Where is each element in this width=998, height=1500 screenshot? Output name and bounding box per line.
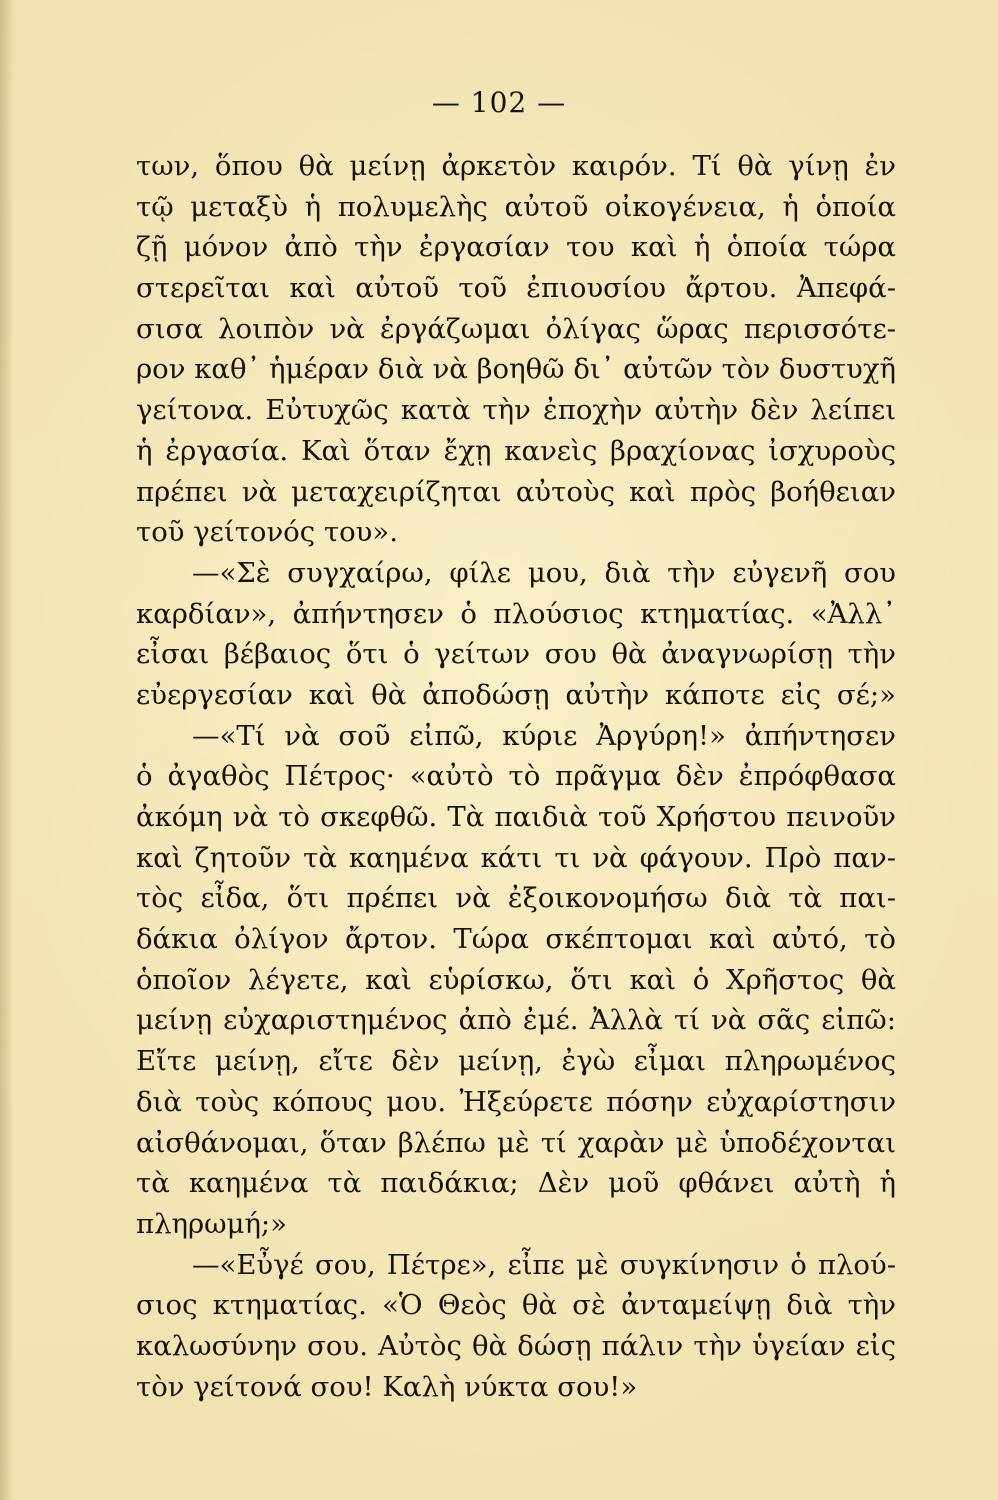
text-line: καρδίαν», ἀπήντησεν ὁ πλούσιος κτηματίας. «Ἀλλ᾿ <box>136 597 896 630</box>
text-line: γείτονα. Εὐτυχῶς κατὰ τὴν ἐποχὴν αὐτὴν δὲν λείπει <box>136 394 896 427</box>
text-line: σισα λοιπὸν νὰ ἐργάζωμαι ὀλίγας ὥρας περισσότε- <box>136 312 896 345</box>
text-line: εὐεργεσίαν καὶ θὰ ἀποδώσῃ αὐτὴν κάποτε εἰς σέ;» <box>136 678 896 711</box>
page-number: — 102 — <box>431 86 567 119</box>
text-line: Εἴτε μείνῃ, εἴτε δὲν μείνῃ, ἐγὼ εἶμαι πληρωμένος <box>136 1045 896 1078</box>
text-line: τῷ μεταξὺ ἡ πολυμελὴς αὐτοῦ οἰκογένεια, ἡ ὁποία <box>136 190 896 223</box>
text-line: καὶ ζητοῦν τὰ καημένα κάτι τι νὰ φάγουν. Πρὸ παν- <box>136 841 896 874</box>
text-line: σιος κτηματίας. «Ὁ Θεὸς θὰ σὲ ἀνταμείψῃ διὰ τὴν <box>136 1289 896 1322</box>
text-line: πρέπει νὰ μεταχειρίζηται αὐτοὺς καὶ πρὸς βοήθειαν <box>136 475 896 508</box>
text-line: ἡ ἐργασία. Καὶ ὅταν ἔχῃ κανεὶς βραχίονας ἰσχυροὺς <box>136 434 896 467</box>
text-line: ἀκόμη νὰ τὸ σκεφθῶ. Τὰ παιδιὰ τοῦ Χρήστου πεινοῦν <box>136 801 896 833</box>
text-line: καλωσύνην σου. Αὐτὸς θὰ δώσῃ πάλιν τὴν ὑγείαν εἰς <box>136 1329 896 1362</box>
text-line: —«Εὖγέ σου, Πέτρε», εἶπε μὲ συγκίνησιν ὁ πλού- <box>192 1248 896 1281</box>
text-line: ὁ ἀγαθὸς Πέτρος· «αὐτὸ τὸ πρᾶγμα δὲν ἐπρόφθασα <box>136 760 896 793</box>
text-line: δάκια ὀλίγον ἄρτον. Τώρα σκέπτομαι καὶ αὐτό, τὸ <box>136 923 896 956</box>
text-line: —«Τί νὰ σοῦ εἰπῶ, κύριε Ἀργύρη!» ἀπήντησεν <box>192 719 896 752</box>
text-line: των, ὅπου θὰ μείνῃ ἀρκετὸν καιρόν. Τί θὰ γίνῃ ἐν <box>136 150 896 182</box>
text-line: αἰσθάνομαι, ὅταν βλέπω μὲ τί χαρὰν μὲ ὑποδέχονται <box>136 1126 896 1159</box>
text-line: εἶσαι βέβαιος ὅτι ὁ γείτων σου θὰ ἀναγνωρίσῃ τὴν <box>136 638 896 671</box>
text-line: τὰ καημένα τὰ παιδάκια; Δὲν μοῦ φθάνει αὐτὴ ἡ <box>136 1167 896 1200</box>
text-line: —«Σὲ συγχαίρω, φίλε μου, διὰ τὴν εὐγενῆ σου <box>192 556 896 589</box>
text-line: πληρωμή;» <box>136 1207 288 1240</box>
text-line: στερεῖται καὶ αὐτοῦ τοῦ ἐπιουσίου ἄρτου. Ἀπεφά- <box>136 272 896 305</box>
text-line: ρον καθ᾿ ἡμέραν διὰ νὰ βοηθῶ δι᾿ αὐτῶν τὸν δυστυχῆ <box>136 353 896 386</box>
text-line: ὁποῖον λέγετε, καὶ εὑρίσκω, ὅτι καὶ ὁ Χρῆστος θὰ <box>136 963 896 996</box>
text-line: τὸν γείτονά σου! Καλὴ νύκτα σου!» <box>136 1370 638 1403</box>
text-line: ζῇ μόνον ἀπὸ τὴν ἐργασίαν του καὶ ἡ ὁποία τώρα <box>136 231 896 264</box>
page-edge-shadow <box>0 0 14 1500</box>
text-line: διὰ τοὺς κόπους μου. Ἠξεύρετε πόσην εὐχαρίστησιν <box>136 1085 896 1118</box>
text-line: τὸς εἶδα, ὅτι πρέπει νὰ ἐξοικονομήσω διὰ τὰ παι- <box>136 882 896 915</box>
text-line: τοῦ γείτονός του». <box>136 516 398 549</box>
text-line: μείνῃ εὐχαριστημένος ἀπὸ ἐμέ. Ἀλλὰ τί νὰ σᾶς εἰπῶ: <box>136 1004 896 1037</box>
body-text <box>136 146 896 1407</box>
